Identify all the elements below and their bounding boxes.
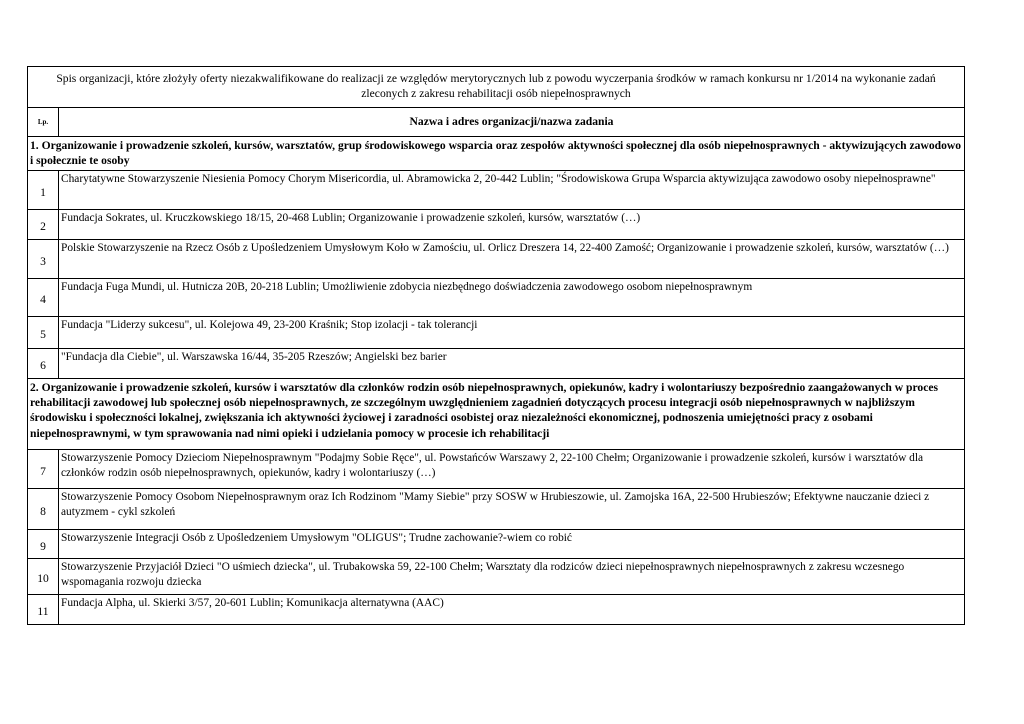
- row-number: 1: [28, 171, 59, 210]
- section-heading: 1. Organizowanie i prowadzenie szkoleń, kursów, warsztatów, grup środowiskowego wsparcia oraz zespołów aktywności społecznej dla osób niepełnosprawnych - aktywizujących zawodowo i społecznie te osoby: [28, 137, 965, 171]
- column-header-name: Nazwa i adres organizacji/nazwa zadania: [59, 108, 965, 137]
- row-text: Stowarzyszenie Integracji Osób z Upośledzeniem Umysłowym "OLIGUS"; Trudne zachowanie?-wiem co robić: [59, 530, 965, 559]
- column-header-lp: Lp.: [28, 108, 59, 137]
- section-heading-row: [28, 379, 965, 450]
- row-number: 4: [28, 279, 59, 317]
- row-number: 10: [28, 559, 59, 595]
- row-text: Fundacja "Liderzy sukcesu", ul. Kolejowa 49, 23-200 Kraśnik; Stop izolacji - tak tolerancji: [59, 317, 965, 349]
- row-number: 5: [28, 317, 59, 349]
- row-text: Charytatywne Stowarzyszenie Niesienia Pomocy Chorym Misericordia, ul. Abramowicka 2, 20-442 Lublin; "Środowiskowa Grupa Wsparcia aktywizująca zawodowo osoby niepełnosprawne": [59, 171, 965, 210]
- table-row: [28, 317, 965, 349]
- table-row: [28, 210, 965, 240]
- section-heading: 2. Organizowanie i prowadzenie szkoleń, kursów i warsztatów dla członków rodzin osób niepełnosprawnych, opiekunów, kadry i wolontariuszy bezpośrednio zaangażowanych w proces rehabilitacji zawodowej lub społecznej osób niepełnosprawnych, ze szczególnym uwzględnieniem zagadnień dotyczących procesu integracji osób niepełnosprawnych w najbliższym środowisku i społeczności lokalnej, zwiększania ich aktywności życiowej i zaradności osobistej oraz niezależności ekonomicznej, podnoszenia umiejętności pracy z osobami niepełnosprawnymi, w tym sprawowania nad nimi opieki i udzielania pomocy w procesie ich rehabilitacji: [28, 379, 965, 450]
- row-text: Stowarzyszenie Przyjaciół Dzieci "O uśmiech dziecka", ul. Trubakowska 59, 22-100 Chełm; Warsztaty dla rodziców dzieci niepełnosprawnych niepełnosprawnych z zakresu wczesnego wspomagania rozwoju dziecka: [59, 559, 965, 595]
- table-row: [28, 489, 965, 530]
- section-heading-row: [28, 137, 965, 171]
- row-number: 11: [28, 595, 59, 625]
- table-row: [28, 450, 965, 489]
- row-number: 7: [28, 450, 59, 489]
- table-row: [28, 171, 965, 210]
- row-number: 6: [28, 349, 59, 379]
- row-number: 3: [28, 240, 59, 279]
- title-row: [28, 67, 965, 108]
- header-row: [28, 108, 965, 137]
- row-number: 9: [28, 530, 59, 559]
- table-row: [28, 530, 965, 559]
- row-number: 2: [28, 210, 59, 240]
- document-title: Spis organizacji, które złożyły oferty niezakwalifikowane do realizacji ze względów merytorycznych lub z powodu wyczerpania środków w ramach konkursu nr 1/2014 na wykonanie zadań zleconych z zakresu rehabilitacji osób niepełnosprawnych: [28, 67, 965, 108]
- table-row: [28, 595, 965, 625]
- row-text: Fundacja Alpha, ul. Skierki 3/57, 20-601 Lublin; Komunikacja alternatywna (AAC): [59, 595, 965, 625]
- row-text: Fundacja Fuga Mundi, ul. Hutnicza 20B, 20-218 Lublin; Umożliwienie zdobycia niezbędnego doświadczenia zawodowego osobom niepełnosprawnym: [59, 279, 965, 317]
- row-number: 8: [28, 489, 59, 530]
- table-row: [28, 559, 965, 595]
- organizations-table: [27, 66, 965, 625]
- row-text: "Fundacja dla Ciebie", ul. Warszawska 16/44, 35-205 Rzeszów; Angielski bez barier: [59, 349, 965, 379]
- row-text: Stowarzyszenie Pomocy Osobom Niepełnosprawnym oraz Ich Rodzinom "Mamy Siebie" przy SOSW w Hrubieszowie, ul. Zamojska 16A, 22-500 Hrubieszów; Efektywne nauczanie dzieci z autyzmem - cykl szkoleń: [59, 489, 965, 530]
- row-text: Fundacja Sokrates, ul. Kruczkowskiego 18/15, 20-468 Lublin; Organizowanie i prowadzenie szkoleń, kursów, warsztatów (…): [59, 210, 965, 240]
- table-row: [28, 279, 965, 317]
- row-text: Stowarzyszenie Pomocy Dzieciom Niepełnosprawnym "Podajmy Sobie Ręce", ul. Powstańców Warszawy 2, 22-100 Chełm; Organizowanie i prowadzenie szkoleń, kursów i warsztatów dla członków rodzin osób niepełnosprawnych, opiekunów, kadry i wolontariuszy (…): [59, 450, 965, 489]
- table-row: [28, 240, 965, 279]
- table-row: [28, 349, 965, 379]
- row-text: Polskie Stowarzyszenie na Rzecz Osób z Upośledzeniem Umysłowym Koło w Zamościu, ul. Orlicz Dreszera 14, 22-400 Zamość; Organizowanie i prowadzenie szkoleń, kursów, warsztatów (…): [59, 240, 965, 279]
